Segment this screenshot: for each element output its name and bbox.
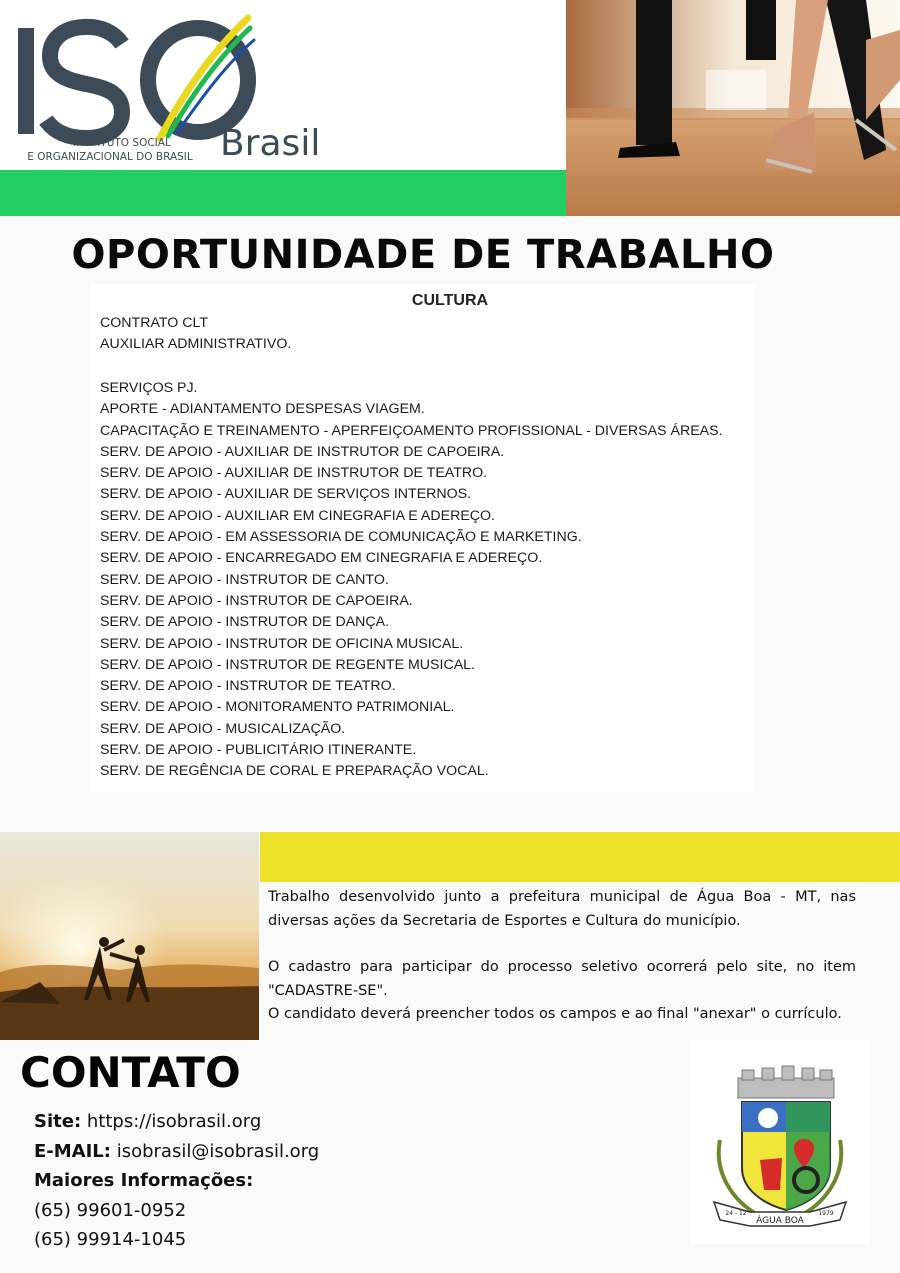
crest-year-right: 1979 [818, 1210, 834, 1217]
list-item: SERV. DE APOIO - INSTRUTOR DE CANTO. [100, 571, 389, 588]
list-item: CAPACITAÇÃO E TREINAMENTO - APERFEIÇOAMENTO PROFISSIONAL - DIVERSAS ÁREAS. [100, 422, 723, 439]
list-item: SERV. DE REGÊNCIA DE CORAL E PREPARAÇÃO VOCAL. [100, 763, 489, 780]
list-item: SERV. DE APOIO - AUXILIAR EM CINEGRAFIA E ADEREÇO. [100, 507, 496, 524]
contact-title: CONTATO [20, 1048, 241, 1097]
list-item: SERV. DE APOIO - PUBLICITÁRIO ITINERANTE. [100, 742, 417, 759]
crest-year-left: 24 - 12 [725, 1210, 747, 1217]
list-item: SERV. DE APOIO - INSTRUTOR DE OFICINA MUSICAL. [100, 635, 464, 652]
dance-photo [566, 0, 900, 216]
list-item: SERV. DE APOIO - MONITORAMENTO PATRIMONIAL. [100, 699, 455, 716]
list-item: SERV. DE APOIO - AUXILIAR DE INSTRUTOR DE CAPOEIRA. [100, 443, 505, 460]
list-item: SERV. DE APOIO - AUXILIAR DE INSTRUTOR DE TEATRO. [100, 465, 488, 482]
list-item: SERV. DE APOIO - INSTRUTOR DE CAPOEIRA. [100, 592, 413, 609]
header [0, 0, 900, 216]
list-item: SERV. DE APOIO - INSTRUTOR DE TEATRO. [100, 678, 396, 695]
page-title: OPORTUNIDADE DE TRABALHO [71, 232, 775, 278]
green-accent-bar [0, 170, 566, 216]
email-line [34, 1137, 319, 1167]
contact-info [34, 1107, 319, 1255]
logo-subtitle-2: E ORGANIZACIONAL DO BRASIL [27, 151, 193, 163]
phone-number: (65) 99601-0952 [34, 1199, 187, 1221]
crest-panel [690, 1040, 870, 1244]
info-paragraph: O candidato deverá preencher todos os campos e ao final "anexar" o currículo. [268, 1006, 842, 1022]
logo-area [0, 0, 566, 170]
list-item: SERV. DE APOIO - MUSICALIZAÇÃO. [100, 720, 346, 737]
clt-list [100, 313, 291, 356]
crest-ribbon-text: ÁGUA BOA [756, 1216, 804, 1226]
list-item: SERV. DE APOIO - INSTRUTOR DE REGENTE MUSICAL. [100, 656, 475, 673]
email-label: E-MAIL: [34, 1140, 111, 1162]
list-item: AUXILIAR ADMINISTRATIVO. [100, 336, 292, 353]
phone-number: (65) 99914-1045 [34, 1229, 187, 1251]
list-heading: CULTURA [411, 292, 489, 309]
capoeira-sunset-photo [0, 832, 259, 1040]
list-item: SERV. DE APOIO - ENCARREGADO EM CINEGRAFIA E ADEREÇO. [100, 550, 543, 567]
more-info-label: Maiores Informações: [34, 1170, 254, 1192]
iso-brasil-logo [10, 10, 350, 170]
pj-list [100, 378, 723, 783]
job-list-panel [90, 284, 755, 792]
email-link[interactable]: isobrasil@isobrasil.org [110, 1140, 320, 1162]
site-label: Site: [34, 1111, 82, 1132]
list-item: SERV. DE APOIO - EM ASSESSORIA DE COMUNICAÇÃO E MARKETING. [100, 529, 582, 546]
agua-boa-coat-of-arms-icon [690, 1040, 870, 1244]
site-line [34, 1107, 319, 1137]
list-item: SERVIÇOS PJ. [100, 380, 198, 396]
logo-brand: Brasil [220, 123, 321, 164]
site-link[interactable]: https://isobrasil.org [81, 1111, 262, 1132]
info-text [268, 886, 856, 1027]
logo-subtitle-1: INSTITUTO SOCIAL [73, 137, 171, 149]
list-item: APORTE - ADIANTAMENTO DESPESAS VIAGEM. [100, 401, 425, 418]
list-item: SERV. DE APOIO - AUXILIAR DE SERVIÇOS INTERNOS. [100, 486, 472, 503]
list-item: CONTRATO CLT [100, 315, 208, 331]
yellow-accent-bar [260, 832, 900, 882]
info-paragraph: O cadastro para participar do processo seletivo ocorrerá pelo site, no item "CADASTRE-SE". [268, 959, 856, 999]
info-paragraph: Trabalho desenvolvido junto a prefeitura municipal de Água Boa - MT, nas diversas ações da Secretaria de Esportes e Cultura do município. [268, 889, 856, 929]
list-item: SERV. DE APOIO - INSTRUTOR DE DANÇA. [100, 614, 390, 631]
